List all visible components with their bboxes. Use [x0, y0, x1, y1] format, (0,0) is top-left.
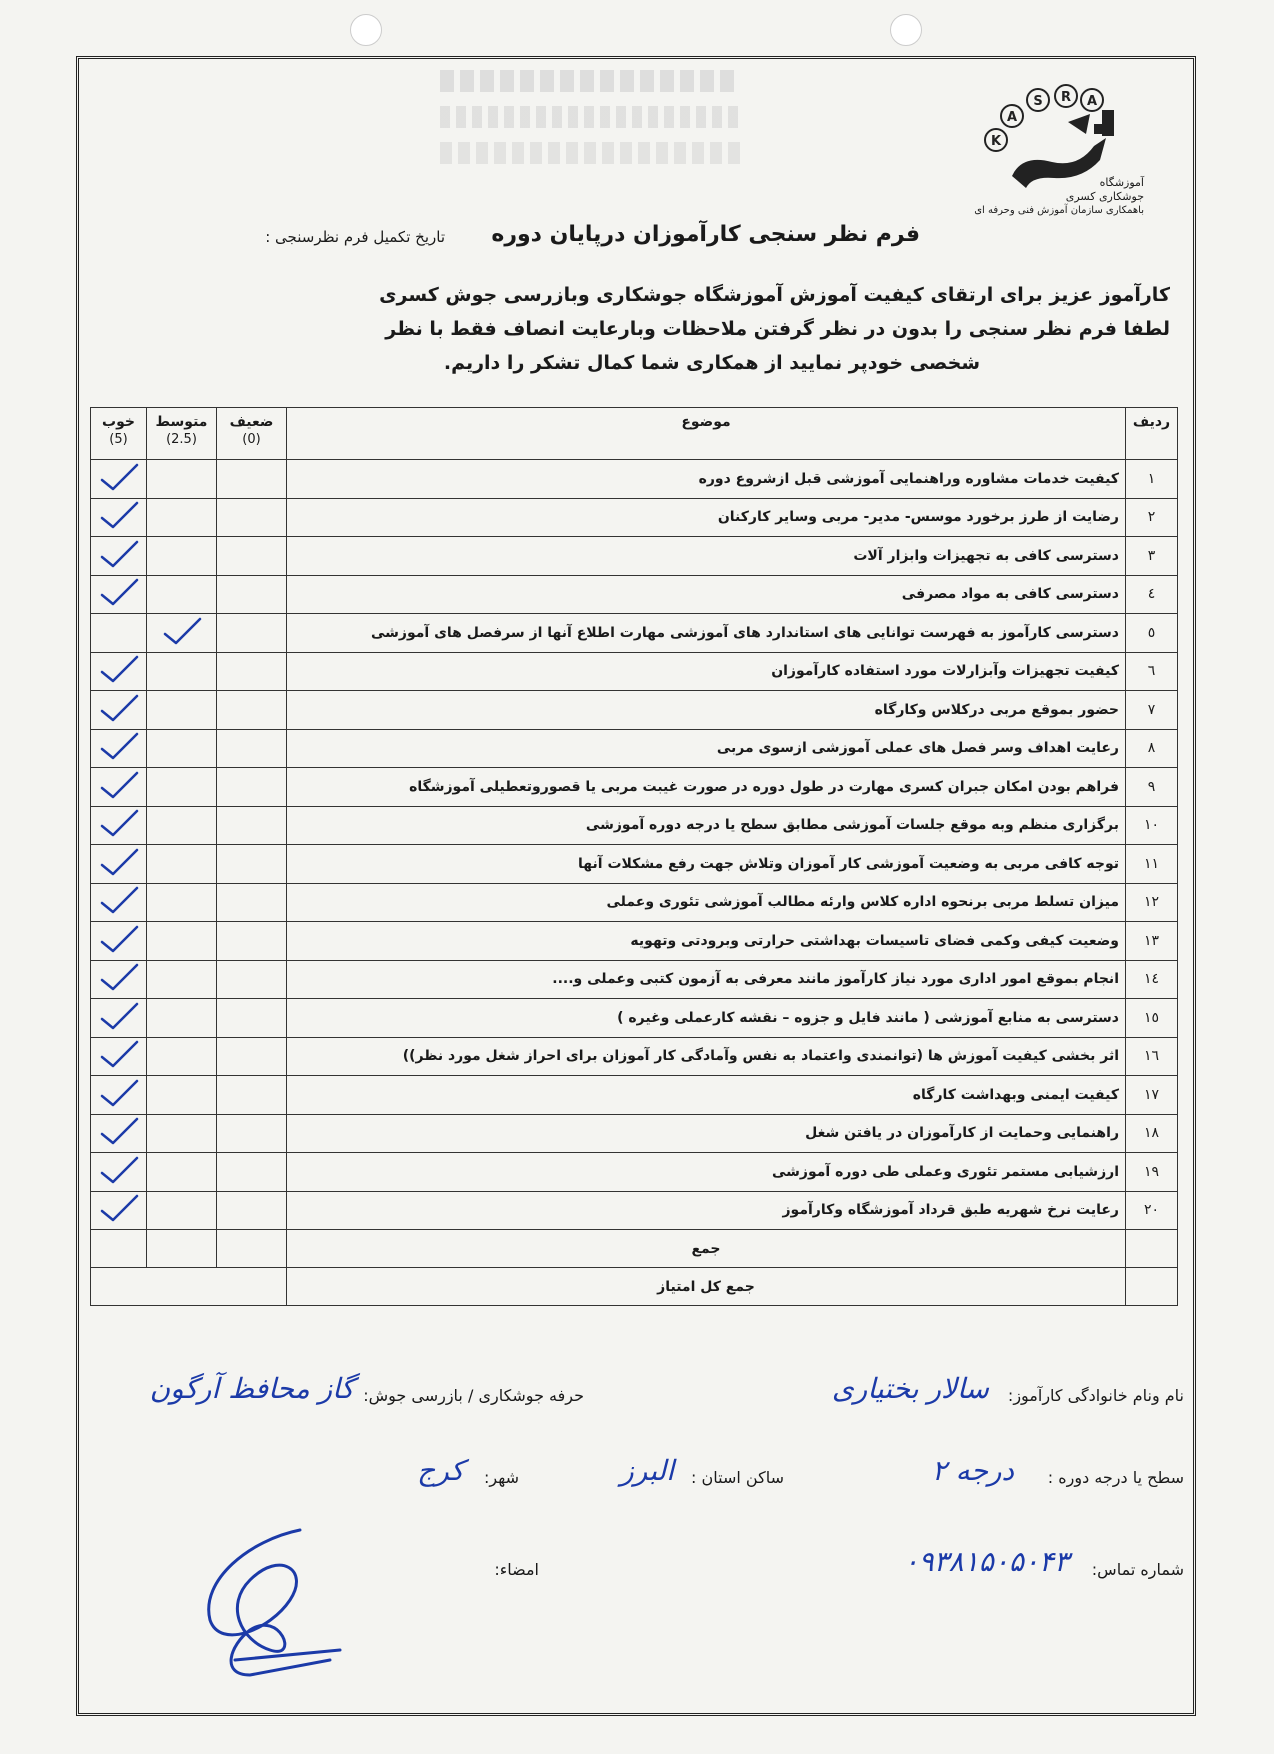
table-row	[91, 1037, 1178, 1076]
table-row	[91, 1153, 1178, 1192]
row-subject: دسترسی کافی به مواد مصرفی	[287, 575, 1126, 614]
row-number: ۷	[1126, 691, 1178, 730]
row-subject: وضعیت کیفی وکمی فضای تاسیسات بهداشتی حرارتی وبرودتی وتهویه	[287, 922, 1126, 961]
row-number: ۱۱	[1126, 845, 1178, 884]
rating-medium-cell[interactable]	[147, 614, 217, 653]
rating-medium-cell[interactable]	[147, 1191, 217, 1230]
header-good-score: (5)	[109, 432, 128, 447]
table-row	[91, 460, 1178, 499]
grand-total-label: جمع کل امتیاز	[287, 1268, 1126, 1306]
header-good	[91, 408, 147, 460]
phone-value[interactable]: ۰۹۳۸۱۵۰۵۰۴۳	[903, 1545, 1069, 1578]
city-label: شهر:	[484, 1468, 519, 1487]
rating-weak-cell[interactable]	[217, 460, 287, 499]
checkmark-icon	[99, 808, 139, 838]
table-row	[91, 691, 1178, 730]
rating-weak-cell[interactable]	[217, 922, 287, 961]
rating-weak-cell[interactable]	[217, 1114, 287, 1153]
row-number: ۱٦	[1126, 1037, 1178, 1076]
seal-letter-a1: A	[1006, 110, 1018, 125]
total-row-number	[1126, 1230, 1178, 1268]
rating-good-cell[interactable]	[91, 960, 147, 999]
rating-good-cell[interactable]	[91, 922, 147, 961]
rating-weak-cell[interactable]	[217, 883, 287, 922]
rating-weak-cell[interactable]	[217, 729, 287, 768]
rating-weak-cell[interactable]	[217, 1076, 287, 1115]
rating-good-cell[interactable]	[91, 729, 147, 768]
rating-medium-cell[interactable]	[147, 883, 217, 922]
row-number: ۳	[1126, 537, 1178, 576]
row-subject: رعایت اهداف وسر فصل های عملی آموزشی ازسوی مربی	[287, 729, 1126, 768]
table-row	[91, 1191, 1178, 1230]
header-medium	[147, 408, 217, 460]
completion-date-label: تاریخ تکمیل فرم نظرسنجی :	[265, 228, 445, 246]
row-subject: ارزشیابی مستمر تئوری وعملی طی دوره آموزشی	[287, 1153, 1126, 1192]
table-row	[91, 1076, 1178, 1115]
row-number: ۱۷	[1126, 1076, 1178, 1115]
rating-good-cell[interactable]	[91, 1076, 147, 1115]
rating-good-cell[interactable]	[91, 1037, 147, 1076]
header-weak-label: ضعیف	[229, 414, 274, 430]
rating-medium-cell[interactable]	[147, 960, 217, 999]
table-row	[91, 537, 1178, 576]
rating-good-cell[interactable]	[91, 498, 147, 537]
checkmark-icon	[99, 731, 139, 761]
grand-total-row	[91, 1268, 1178, 1306]
rating-good-cell[interactable]	[91, 1153, 147, 1192]
row-subject: دسترسی به منابع آموزشی ( مانند فایل و جزوه – نقشه کارعملی وغیره )	[287, 999, 1126, 1038]
intro-paragraph	[110, 278, 1170, 380]
rating-good-cell[interactable]	[91, 768, 147, 807]
rating-good-cell[interactable]	[91, 691, 147, 730]
checkmark-icon	[99, 1155, 139, 1185]
level-label: سطح یا درجه دوره :	[1047, 1468, 1184, 1487]
row-subject: برگزاری منظم وبه موقع جلسات آموزشی مطابق سطح یا درجه دوره آموزشی	[287, 806, 1126, 845]
row-subject: کیفیت خدمات مشاوره وراهنمایی آموزشی قبل ازشروع دوره	[287, 460, 1126, 499]
signature-label: امضاء:	[494, 1560, 539, 1579]
trade-label: حرفه جوشکاری / بازرسی جوش:	[363, 1386, 584, 1405]
table-row	[91, 652, 1178, 691]
checkmark-icon	[99, 1193, 139, 1223]
rating-good-cell[interactable]	[91, 1114, 147, 1153]
rating-weak-cell[interactable]	[217, 999, 287, 1038]
row-number: ۸	[1126, 729, 1178, 768]
seal-letter-r: R	[1060, 90, 1072, 105]
grand-total-row-number	[1126, 1268, 1178, 1306]
header-subject: موضوع	[287, 408, 1126, 460]
row-subject: دسترسی کارآموز به فهرست توانایی های استاندارد های آموزشی مهارت اطلاع آنها از سرفصل های آموزشی	[287, 614, 1126, 653]
rating-medium-cell[interactable]	[147, 922, 217, 961]
rating-good-cell[interactable]	[91, 845, 147, 884]
row-subject: توجه کافی مربی به وضعیت آموزشی کار آموزان وتلاش جهت رفع مشکلات آنها	[287, 845, 1126, 884]
trade-value[interactable]: گاز محافظ آرگون	[149, 1372, 354, 1405]
rating-weak-cell[interactable]	[217, 1037, 287, 1076]
row-subject: کیفیت تجهیزات وآبزارلات مورد استفاده کارآموزان	[287, 652, 1126, 691]
row-subject: حضور بموقع مربی درکلاس وکارگاه	[287, 691, 1126, 730]
seal-letter-k: K	[990, 134, 1002, 149]
seal-letter-s: S	[1033, 94, 1043, 109]
rating-good-cell[interactable]	[91, 460, 147, 499]
checkmark-icon	[99, 1078, 139, 1108]
table-row	[91, 960, 1178, 999]
rating-medium-cell[interactable]	[147, 729, 217, 768]
checkmark-icon	[99, 462, 139, 492]
table-header-row	[91, 408, 1178, 460]
row-subject: دسترسی کافی به تجهیزات وابزار آلات	[287, 537, 1126, 576]
city-value[interactable]: کرج	[417, 1454, 464, 1487]
row-number: ۹	[1126, 768, 1178, 807]
rating-medium-cell[interactable]	[147, 1037, 217, 1076]
total-good-cell[interactable]	[91, 1230, 147, 1268]
row-number: ۱۲	[1126, 883, 1178, 922]
row-number: ٤	[1126, 575, 1178, 614]
header-good-label: خوب	[102, 414, 135, 430]
table-row	[91, 614, 1178, 653]
name-value[interactable]: سالار بختیاری	[831, 1372, 989, 1405]
rating-medium-cell[interactable]	[147, 845, 217, 884]
checkmark-icon	[99, 654, 139, 684]
row-subject: راهنمایی وحمایت از کارآموزان در یافتن شغل	[287, 1114, 1126, 1153]
total-medium-cell[interactable]	[147, 1230, 217, 1268]
checkmark-icon	[99, 539, 139, 569]
header-weak	[217, 408, 287, 460]
rating-good-cell[interactable]	[91, 652, 147, 691]
row-subject: فراهم بودن امکان جبران کسری مهارت در طول دوره در صورت غیبت مربی یا قصوروتعطیلی آموزشگاه	[287, 768, 1126, 807]
rating-weak-cell[interactable]	[217, 614, 287, 653]
row-number: ۲	[1126, 498, 1178, 537]
table-row	[91, 498, 1178, 537]
header-weak-score: (0)	[242, 432, 261, 447]
table-row	[91, 575, 1178, 614]
header-medium-score: (2.5)	[166, 432, 197, 447]
row-subject: رعایت نرخ شهریه طبق قرداد آموزشگاه وکارآموز	[287, 1191, 1126, 1230]
total-label: جمع	[287, 1230, 1126, 1268]
row-number: ٦	[1126, 652, 1178, 691]
form-title: فرم نظر سنجی کارآموزان درپایان دوره	[491, 222, 920, 247]
checkmark-icon	[99, 962, 139, 992]
rating-medium-cell[interactable]	[147, 768, 217, 807]
brand-tagline: باهمکاری سازمان آموزش فنی وحرفه ای	[974, 205, 1144, 216]
phone-label: شماره تماس:	[1091, 1560, 1184, 1579]
rating-weak-cell[interactable]	[217, 1191, 287, 1230]
rating-medium-cell[interactable]	[147, 460, 217, 499]
rating-weak-cell[interactable]	[217, 806, 287, 845]
rating-weak-cell[interactable]	[217, 537, 287, 576]
row-subject: میزان تسلط مربی برنحوه اداره کلاس وارئه مطالب آموزشی تئوری وعملی	[287, 883, 1126, 922]
row-subject: انجام بموقع امور اداری مورد نیاز کارآموز مانند معرفی به آزمون کتبی وعملی و....	[287, 960, 1126, 999]
checkmark-icon	[99, 500, 139, 530]
checkmark-icon	[99, 577, 139, 607]
checkmark-icon	[99, 1116, 139, 1146]
rating-good-cell[interactable]	[91, 537, 147, 576]
province-value[interactable]: البرز	[620, 1454, 674, 1487]
punch-hole-right	[890, 14, 922, 46]
header-row-number: ردیف	[1126, 408, 1178, 460]
table-row	[91, 1114, 1178, 1153]
seal-letter-a2: A	[1086, 94, 1098, 109]
grand-total-cell[interactable]	[91, 1268, 287, 1306]
rating-medium-cell[interactable]	[147, 999, 217, 1038]
rating-weak-cell[interactable]	[217, 691, 287, 730]
rating-good-cell[interactable]	[91, 614, 147, 653]
row-number: ۱	[1126, 460, 1178, 499]
checkmark-icon	[99, 693, 139, 723]
checkmark-icon	[99, 1001, 139, 1031]
table-row	[91, 768, 1178, 807]
rating-weak-cell[interactable]	[217, 1153, 287, 1192]
row-number: ۱٤	[1126, 960, 1178, 999]
brand-name-line2: جوشکاری کسری	[1065, 190, 1144, 203]
checkmark-icon	[99, 847, 139, 877]
bleed-through-text	[440, 70, 740, 170]
rating-good-cell[interactable]	[91, 575, 147, 614]
rating-medium-cell[interactable]	[147, 575, 217, 614]
checkmark-icon	[162, 616, 202, 646]
row-subject: رضایت از طرز برخورد موسس- مدیر- مربی وسایر کارکنان	[287, 498, 1126, 537]
rating-medium-cell[interactable]	[147, 498, 217, 537]
table-row	[91, 845, 1178, 884]
rating-medium-cell[interactable]	[147, 806, 217, 845]
total-weak-cell[interactable]	[217, 1230, 287, 1268]
row-number: ۱۹	[1126, 1153, 1178, 1192]
province-label: ساکن استان :	[691, 1468, 784, 1487]
survey-table	[90, 407, 1178, 1306]
table-row	[91, 999, 1178, 1038]
rating-medium-cell[interactable]	[147, 1076, 217, 1115]
row-subject: اثر بخشی کیفیت آموزش ها (توانمندی واعتماد به نفس وآمادگی کار آموزان برای احراز شغل مورد نظر))	[287, 1037, 1126, 1076]
total-row	[91, 1230, 1178, 1268]
rating-good-cell[interactable]	[91, 883, 147, 922]
rating-weak-cell[interactable]	[217, 960, 287, 999]
row-number: ۱۰	[1126, 806, 1178, 845]
row-number: ٥	[1126, 614, 1178, 653]
rating-medium-cell[interactable]	[147, 691, 217, 730]
header-medium-label: متوسط	[155, 414, 208, 430]
rating-weak-cell[interactable]	[217, 498, 287, 537]
rating-medium-cell[interactable]	[147, 1153, 217, 1192]
name-label: نام ونام خانوادگی کارآموز:	[1007, 1386, 1184, 1405]
punch-hole-left	[350, 14, 382, 46]
rating-medium-cell[interactable]	[147, 537, 217, 576]
table-row	[91, 922, 1178, 961]
checkmark-icon	[99, 1039, 139, 1069]
brand-name-line1: آموزشگاه	[1099, 176, 1144, 189]
rating-weak-cell[interactable]	[217, 575, 287, 614]
rating-medium-cell[interactable]	[147, 652, 217, 691]
intro-line-1: کارآموز عزیز برای ارتقای کیفیت آموزش آموزشگاه جوشکاری وبازرسی جوش کسری	[379, 284, 1170, 306]
table-row	[91, 883, 1178, 922]
level-value[interactable]: درجه ۲	[931, 1454, 1014, 1487]
rating-good-cell[interactable]	[91, 1191, 147, 1230]
rating-good-cell[interactable]	[91, 806, 147, 845]
checkmark-icon	[99, 885, 139, 915]
checkmark-icon	[99, 770, 139, 800]
row-subject: کیفیت ایمنی وبهداشت کارگاه	[287, 1076, 1126, 1115]
table-row	[91, 729, 1178, 768]
rating-good-cell[interactable]	[91, 999, 147, 1038]
rating-weak-cell[interactable]	[217, 845, 287, 884]
checkmark-icon	[99, 924, 139, 954]
intro-line-2: لطفا فرم نظر سنجی را بدون در نظر گرفتن ملاحظات وبارعایت انصاف فقط با نظر	[385, 318, 1170, 340]
row-number: ۱٥	[1126, 999, 1178, 1038]
row-number: ۱۳	[1126, 922, 1178, 961]
rating-medium-cell[interactable]	[147, 1114, 217, 1153]
rating-weak-cell[interactable]	[217, 768, 287, 807]
signature-scribble[interactable]	[180, 1510, 360, 1690]
row-number: ۲۰	[1126, 1191, 1178, 1230]
rating-weak-cell[interactable]	[217, 652, 287, 691]
table-row	[91, 806, 1178, 845]
row-number: ۱۸	[1126, 1114, 1178, 1153]
intro-line-3: شخصی خودپر نمایید از همکاری شما کمال تشکر را داریم.	[443, 352, 980, 374]
